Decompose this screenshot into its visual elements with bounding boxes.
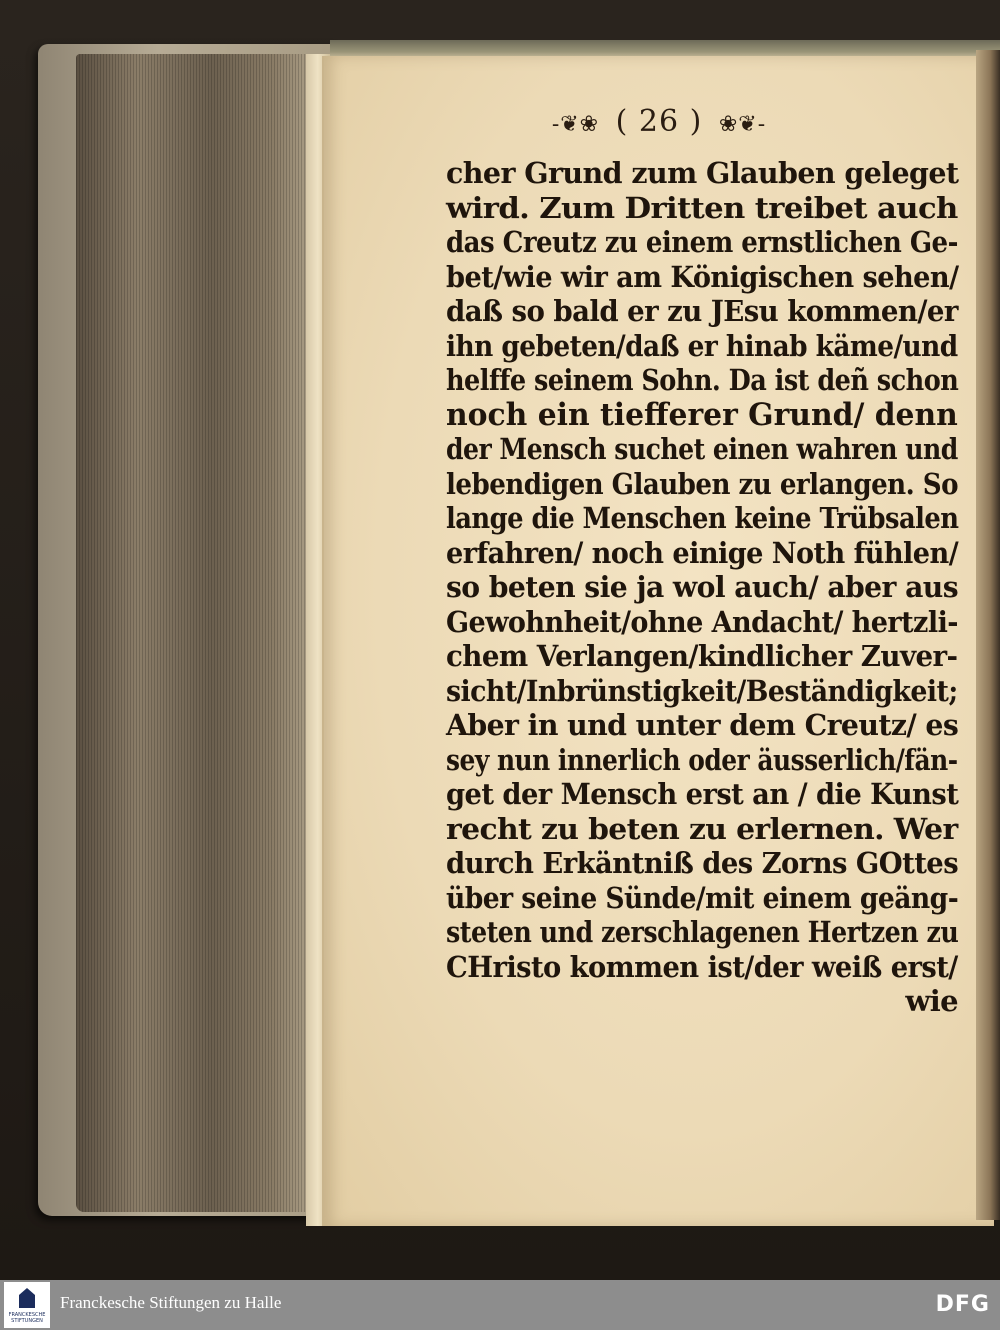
institution-name: Franckesche Stiftungen zu Halle <box>60 1293 282 1312</box>
text-line: steten und zerschlagenen Hertzen zu <box>446 915 959 949</box>
body-text <box>446 156 958 1019</box>
right-page-edge <box>976 50 1000 1220</box>
page-number: ( 26 ) <box>615 104 703 139</box>
text-line: so beten sie ja wol auch/ aber aus <box>446 570 959 604</box>
text-line: chem Verlangen/kindlicher Zuver- <box>446 639 958 673</box>
page-block-edge <box>76 54 322 1212</box>
text-line: der Mensch suchet einen wahren und <box>446 432 958 466</box>
text-line: sey nun innerlich oder äusserlich/fän- <box>446 742 958 777</box>
book-page <box>322 56 994 1226</box>
text-line: helffe seinem Sohn. Da ist deñ schon <box>446 363 959 397</box>
dfg-logo[interactable]: DFG <box>935 1292 990 1317</box>
text-line: wird. Zum Dritten treibet auch <box>446 190 958 225</box>
text-line: Aber in und unter dem Creutz/ es <box>446 708 959 742</box>
page-header <box>324 104 994 139</box>
footer-bar <box>0 1280 1000 1330</box>
text-line: erfahren/ noch einige Noth fühlen/ <box>446 535 959 570</box>
building-icon <box>19 1288 35 1308</box>
header-ornament-left: -❦❀ <box>551 112 600 137</box>
text-line: sicht/Inbrünstigkeit/Beständigkeit; <box>446 673 958 708</box>
institution-logo[interactable] <box>4 1282 50 1328</box>
text-line: CHristo kommen ist/der weiß erst/ <box>446 949 958 984</box>
text-line: get der Mensch erst an / die Kunst <box>446 777 959 811</box>
text-line: recht zu beten zu erlernen. Wer <box>446 811 958 846</box>
text-line: durch Erkäntniß des Zorns GOttes <box>446 846 959 880</box>
text-line: noch ein tiefferer Grund/ denn <box>446 396 958 433</box>
catchword: wie <box>905 984 958 1018</box>
text-line: cher Grund zum Glauben geleget <box>446 156 959 190</box>
text-line: das Creutz zu einem ernstlichen Ge- <box>446 225 958 259</box>
header-ornament-right: ❀❦- <box>718 112 767 137</box>
text-line: über seine Sünde/mit einem geäng- <box>446 880 959 915</box>
text-line: bet/wie wir am Königischen sehen/ <box>446 259 959 294</box>
text-line: ihn gebeten/daß er hinab käme/und <box>446 328 958 363</box>
text-line: lange die Menschen keine Trübsalen <box>446 501 959 535</box>
text-line: daß so bald er zu JEsu kommen/er <box>446 294 958 328</box>
text-line: lebendigen Glauben zu erlangen. So <box>446 466 958 501</box>
text-line: Gewohnheit/ohne Andacht/ hertzli- <box>446 604 958 639</box>
logo-text: FRANCKESCHE STIFTUNGEN <box>8 1312 46 1324</box>
